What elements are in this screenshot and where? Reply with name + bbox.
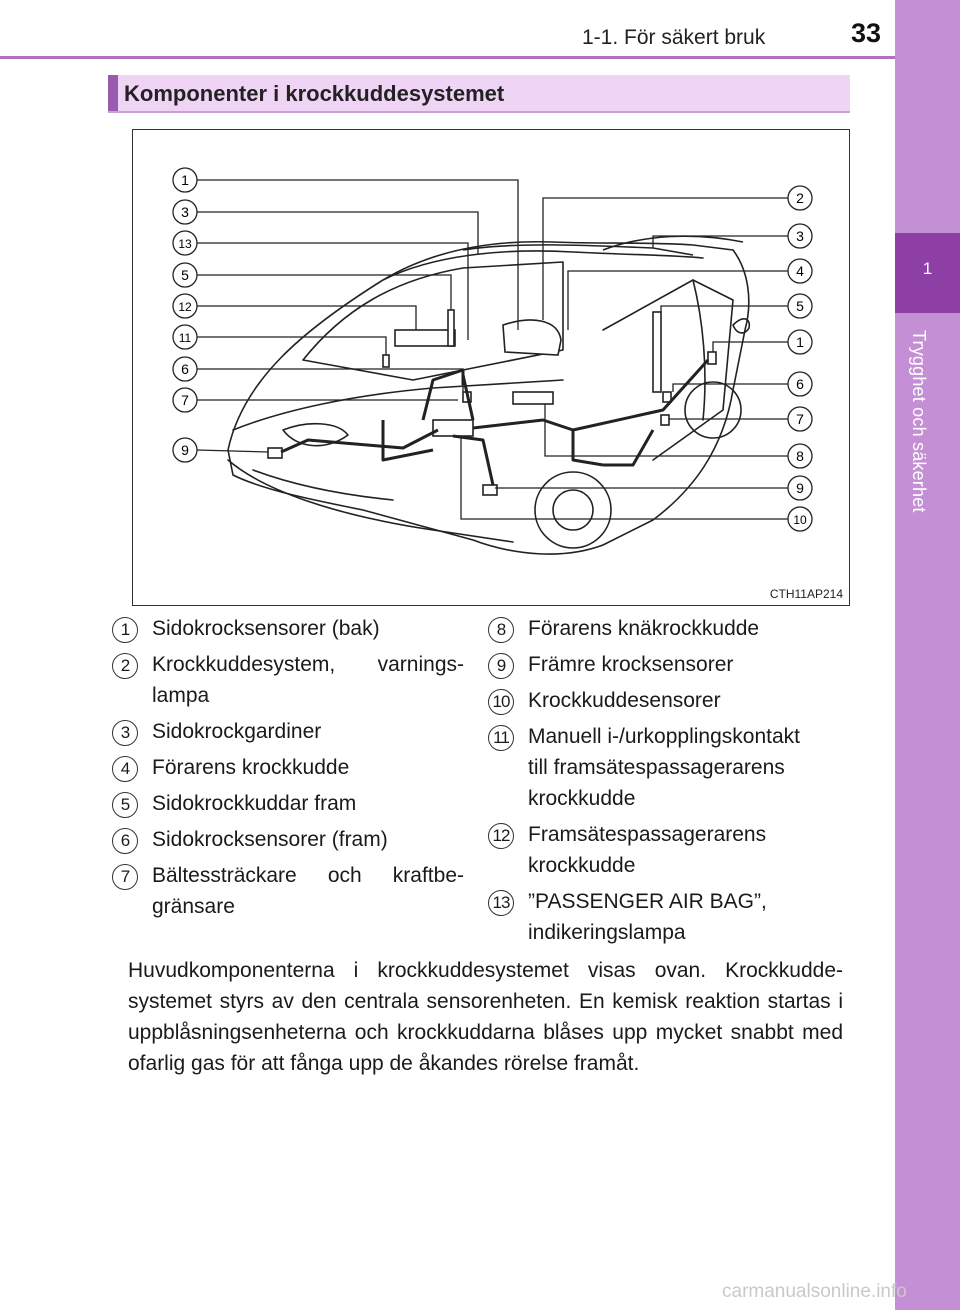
pretensioner	[661, 415, 669, 425]
legend-text-cont: indikeringslampa	[528, 921, 686, 944]
svg-text:13: 13	[178, 237, 192, 251]
svg-text:1: 1	[181, 172, 189, 188]
legend-text: ”PASSENGER AIR BAG”,	[528, 890, 767, 913]
svg-text:4: 4	[796, 263, 804, 279]
header-rule	[0, 56, 895, 59]
callout-right-1	[788, 330, 812, 354]
legend-text-cont: gränsare	[152, 895, 235, 918]
callout-left-9	[173, 438, 197, 462]
car-illustration	[133, 130, 849, 605]
callout-left-11	[173, 325, 197, 349]
svg-text:7: 7	[181, 392, 189, 408]
legend-number: 7	[112, 864, 138, 890]
legend-item	[488, 613, 843, 644]
chapter-tab-strip	[895, 0, 960, 1310]
svg-text:7: 7	[796, 411, 804, 427]
callout-left-3	[173, 200, 197, 224]
rear-side-airbag	[653, 312, 661, 392]
side-door-line	[603, 280, 733, 460]
legend-text-cont: lampa	[152, 684, 210, 707]
legend-text-cont: krockkudde	[528, 787, 636, 810]
legend-text: Framsätespassagerarens	[528, 823, 767, 846]
steering-wheel-airbag	[503, 320, 561, 355]
svg-text:3: 3	[796, 228, 804, 244]
legend-number: 2	[112, 653, 138, 679]
section-heading-rule	[108, 111, 850, 113]
legend-number: 4	[112, 756, 138, 782]
airbag-sensor-assembly	[433, 420, 473, 436]
legend-item	[488, 649, 843, 680]
body-paragraph: Huvudkomponenterna i krockkuddesystemet visas ovan. Krockkudde-systemet styrs av den centrala sensorenheten. En kemisk reaktion startas i uppblåsningsenheterna och krockkuddarna blåses upp mycket snabbt med ofarlig gas för att fånga upp de åkandes rörelse framåt.	[128, 959, 843, 1075]
chapter-number: 1	[922, 259, 933, 278]
figure-code: CTH11AP214	[769, 587, 843, 601]
chapter-title: Trygghet och säkerhet	[909, 330, 929, 513]
legend-text: Sidokrockgardiner	[152, 720, 322, 743]
callout-left-7	[173, 388, 197, 412]
callout-right-2	[788, 186, 812, 210]
cutoff-switch	[383, 355, 389, 367]
legend-number: 6	[112, 828, 138, 854]
watermark-logo: carmanualsonline.info	[722, 1281, 907, 1302]
legend-item	[112, 716, 464, 747]
rear-wheel	[685, 382, 741, 438]
front-crash-sensor-2	[483, 485, 497, 495]
page-number: 33	[851, 18, 882, 48]
callout-left-6	[173, 357, 197, 381]
rear-side-sensor	[708, 352, 716, 364]
svg-text:12: 12	[178, 300, 192, 314]
callout-right-7	[788, 407, 812, 431]
legend-text-cont: till framsätespassagerarens	[528, 756, 785, 779]
legend-item	[112, 752, 464, 783]
callout-left-13	[173, 231, 197, 255]
legend-number: 5	[112, 792, 138, 818]
component-parts	[268, 310, 716, 495]
legend-item	[112, 824, 464, 855]
svg-text:6: 6	[796, 376, 804, 392]
svg-text:5: 5	[181, 267, 189, 283]
front-wheel-hub	[553, 490, 593, 530]
legend-text: Manuell i-/urkopplingskontakt	[528, 725, 800, 748]
legend-text: Sidokrockkuddar fram	[152, 792, 357, 815]
svg-text:5: 5	[796, 298, 804, 314]
callout-left-1	[173, 168, 197, 192]
legend-text: Främre krocksensorer	[528, 653, 734, 676]
front-crash-sensor	[268, 448, 282, 458]
callout-right-6	[788, 372, 812, 396]
legend-text: Förarens knäkrockkudde	[528, 617, 760, 640]
front-grille	[253, 470, 393, 500]
svg-text:1: 1	[796, 334, 804, 350]
legend-item	[112, 860, 464, 922]
callout-right-9	[788, 476, 812, 500]
legend-text: Krockkuddesystem, varnings-	[152, 653, 464, 676]
legend-text-cont: krockkudde	[528, 854, 636, 877]
legend-number: 8	[488, 617, 514, 643]
legend-number: 10	[488, 689, 514, 715]
front-bumper	[228, 460, 513, 542]
legend-right-column	[488, 613, 843, 953]
legend-item	[112, 788, 464, 819]
callout-right-5	[788, 294, 812, 318]
svg-text:10: 10	[793, 513, 807, 527]
svg-text:3: 3	[181, 204, 189, 220]
knee-airbag	[513, 392, 553, 404]
front-side-airbag	[448, 310, 454, 346]
svg-text:8: 8	[796, 448, 804, 464]
legend-number: 11	[488, 725, 514, 751]
wiring-harness	[281, 360, 708, 485]
front-wheel	[535, 472, 611, 548]
section-heading: Komponenter i krockkuddesystemet	[124, 81, 505, 106]
svg-text:11: 11	[178, 331, 192, 345]
svg-text:9: 9	[181, 442, 189, 458]
callout-right-8	[788, 444, 812, 468]
legend-text: Bältessträckare och kraftbe-	[152, 864, 464, 887]
rear-pillar	[693, 280, 705, 420]
svg-text:2: 2	[796, 190, 804, 206]
legend-text: Förarens krockkudde	[152, 756, 350, 779]
callout-right-4	[788, 259, 812, 283]
curtain-airbag-front	[463, 245, 693, 255]
legend-item	[488, 819, 843, 881]
legend-number: 9	[488, 653, 514, 679]
legend-number: 12	[488, 823, 514, 849]
callout-right-3	[788, 224, 812, 248]
legend-number: 13	[488, 890, 514, 916]
legend-number: 3	[112, 720, 138, 746]
callout-right-10	[788, 507, 812, 531]
callout-left-12	[173, 294, 197, 318]
passenger-airbag-module	[395, 330, 455, 346]
legend-item	[488, 721, 843, 814]
legend-left-column	[112, 613, 464, 927]
callout-left-5	[173, 263, 197, 287]
legend-item	[112, 613, 464, 644]
legend-item	[488, 886, 843, 948]
svg-text:9: 9	[796, 480, 804, 496]
legend-item	[488, 685, 843, 716]
svg-text:6: 6	[181, 361, 189, 377]
legend-text: Sidokrocksensorer (bak)	[152, 617, 380, 640]
legend-item	[112, 649, 464, 711]
legend-number: 1	[112, 617, 138, 643]
running-header-section: 1-1. För säkert bruk	[582, 26, 766, 49]
legend-text: Krockkuddesensorer	[528, 689, 721, 712]
legend-text: Sidokrocksensorer (fram)	[152, 828, 388, 851]
airbag-components-diagram	[132, 129, 850, 606]
